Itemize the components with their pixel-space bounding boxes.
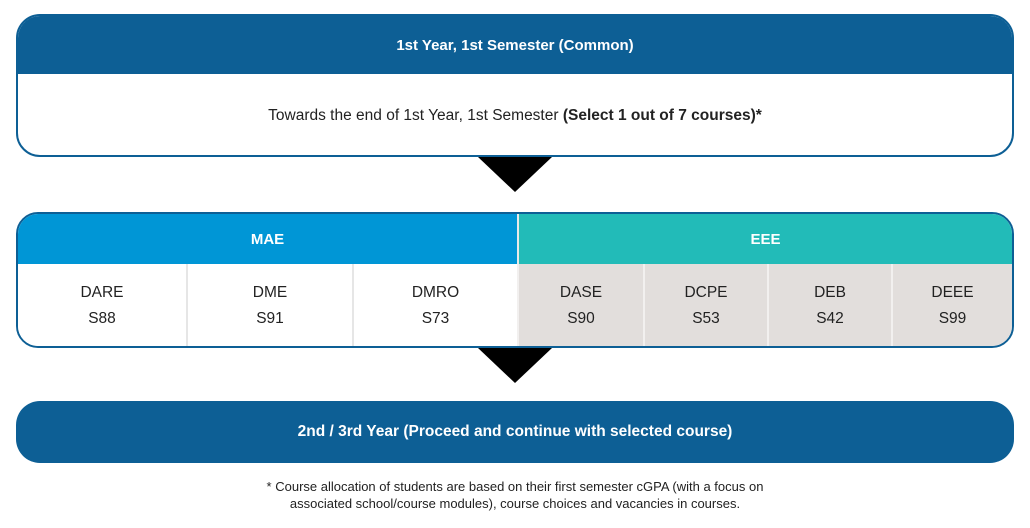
course-name: DME [252, 284, 288, 301]
footnote [0, 478, 1030, 512]
course-code: S53 [692, 310, 720, 327]
course-code: S73 [421, 310, 450, 327]
stage-first-semester [16, 14, 1014, 157]
course-code: S88 [88, 310, 116, 327]
course-cell [767, 264, 891, 348]
course-code: S90 [567, 310, 595, 327]
course-code: S91 [256, 310, 284, 327]
footnote-line: * Course allocation of students are based on their first semester cGPA (with a focus on [266, 479, 764, 494]
course-cell [352, 264, 517, 348]
course-name: DMRO [411, 284, 460, 301]
footnote-line: associated school/course modules), course choices and vacancies in courses. [289, 496, 741, 511]
course-cell [643, 264, 767, 348]
down-arrow-icon [478, 157, 552, 192]
course-cell [186, 264, 352, 348]
stage-later-years: 2nd / 3rd Year (Proceed and continue with selected course) [16, 401, 1014, 463]
stage-first-semester-body [18, 74, 1012, 157]
course-name: DEEE [931, 284, 974, 301]
course-cell [891, 264, 1012, 348]
course-name: DASE [559, 284, 603, 301]
course-cell [517, 264, 643, 348]
body-bold-text: (Select 1 out of 7 courses)* [562, 106, 762, 124]
course-name: DARE [80, 284, 124, 301]
course-code: S99 [938, 310, 967, 327]
group-header-eee: EEE [517, 214, 1012, 264]
course-cell [18, 264, 186, 348]
course-name: DEB [814, 284, 846, 301]
stage-first-semester-title: 1st Year, 1st Semester (Common) [18, 16, 1012, 74]
course-options [16, 212, 1014, 348]
group-header-mae: MAE [18, 214, 517, 264]
course-name: DCPE [684, 284, 728, 301]
course-code: S42 [816, 310, 844, 327]
down-arrow-icon [478, 348, 552, 383]
body-text: Towards the end of 1st Year, 1st Semester [268, 106, 563, 124]
